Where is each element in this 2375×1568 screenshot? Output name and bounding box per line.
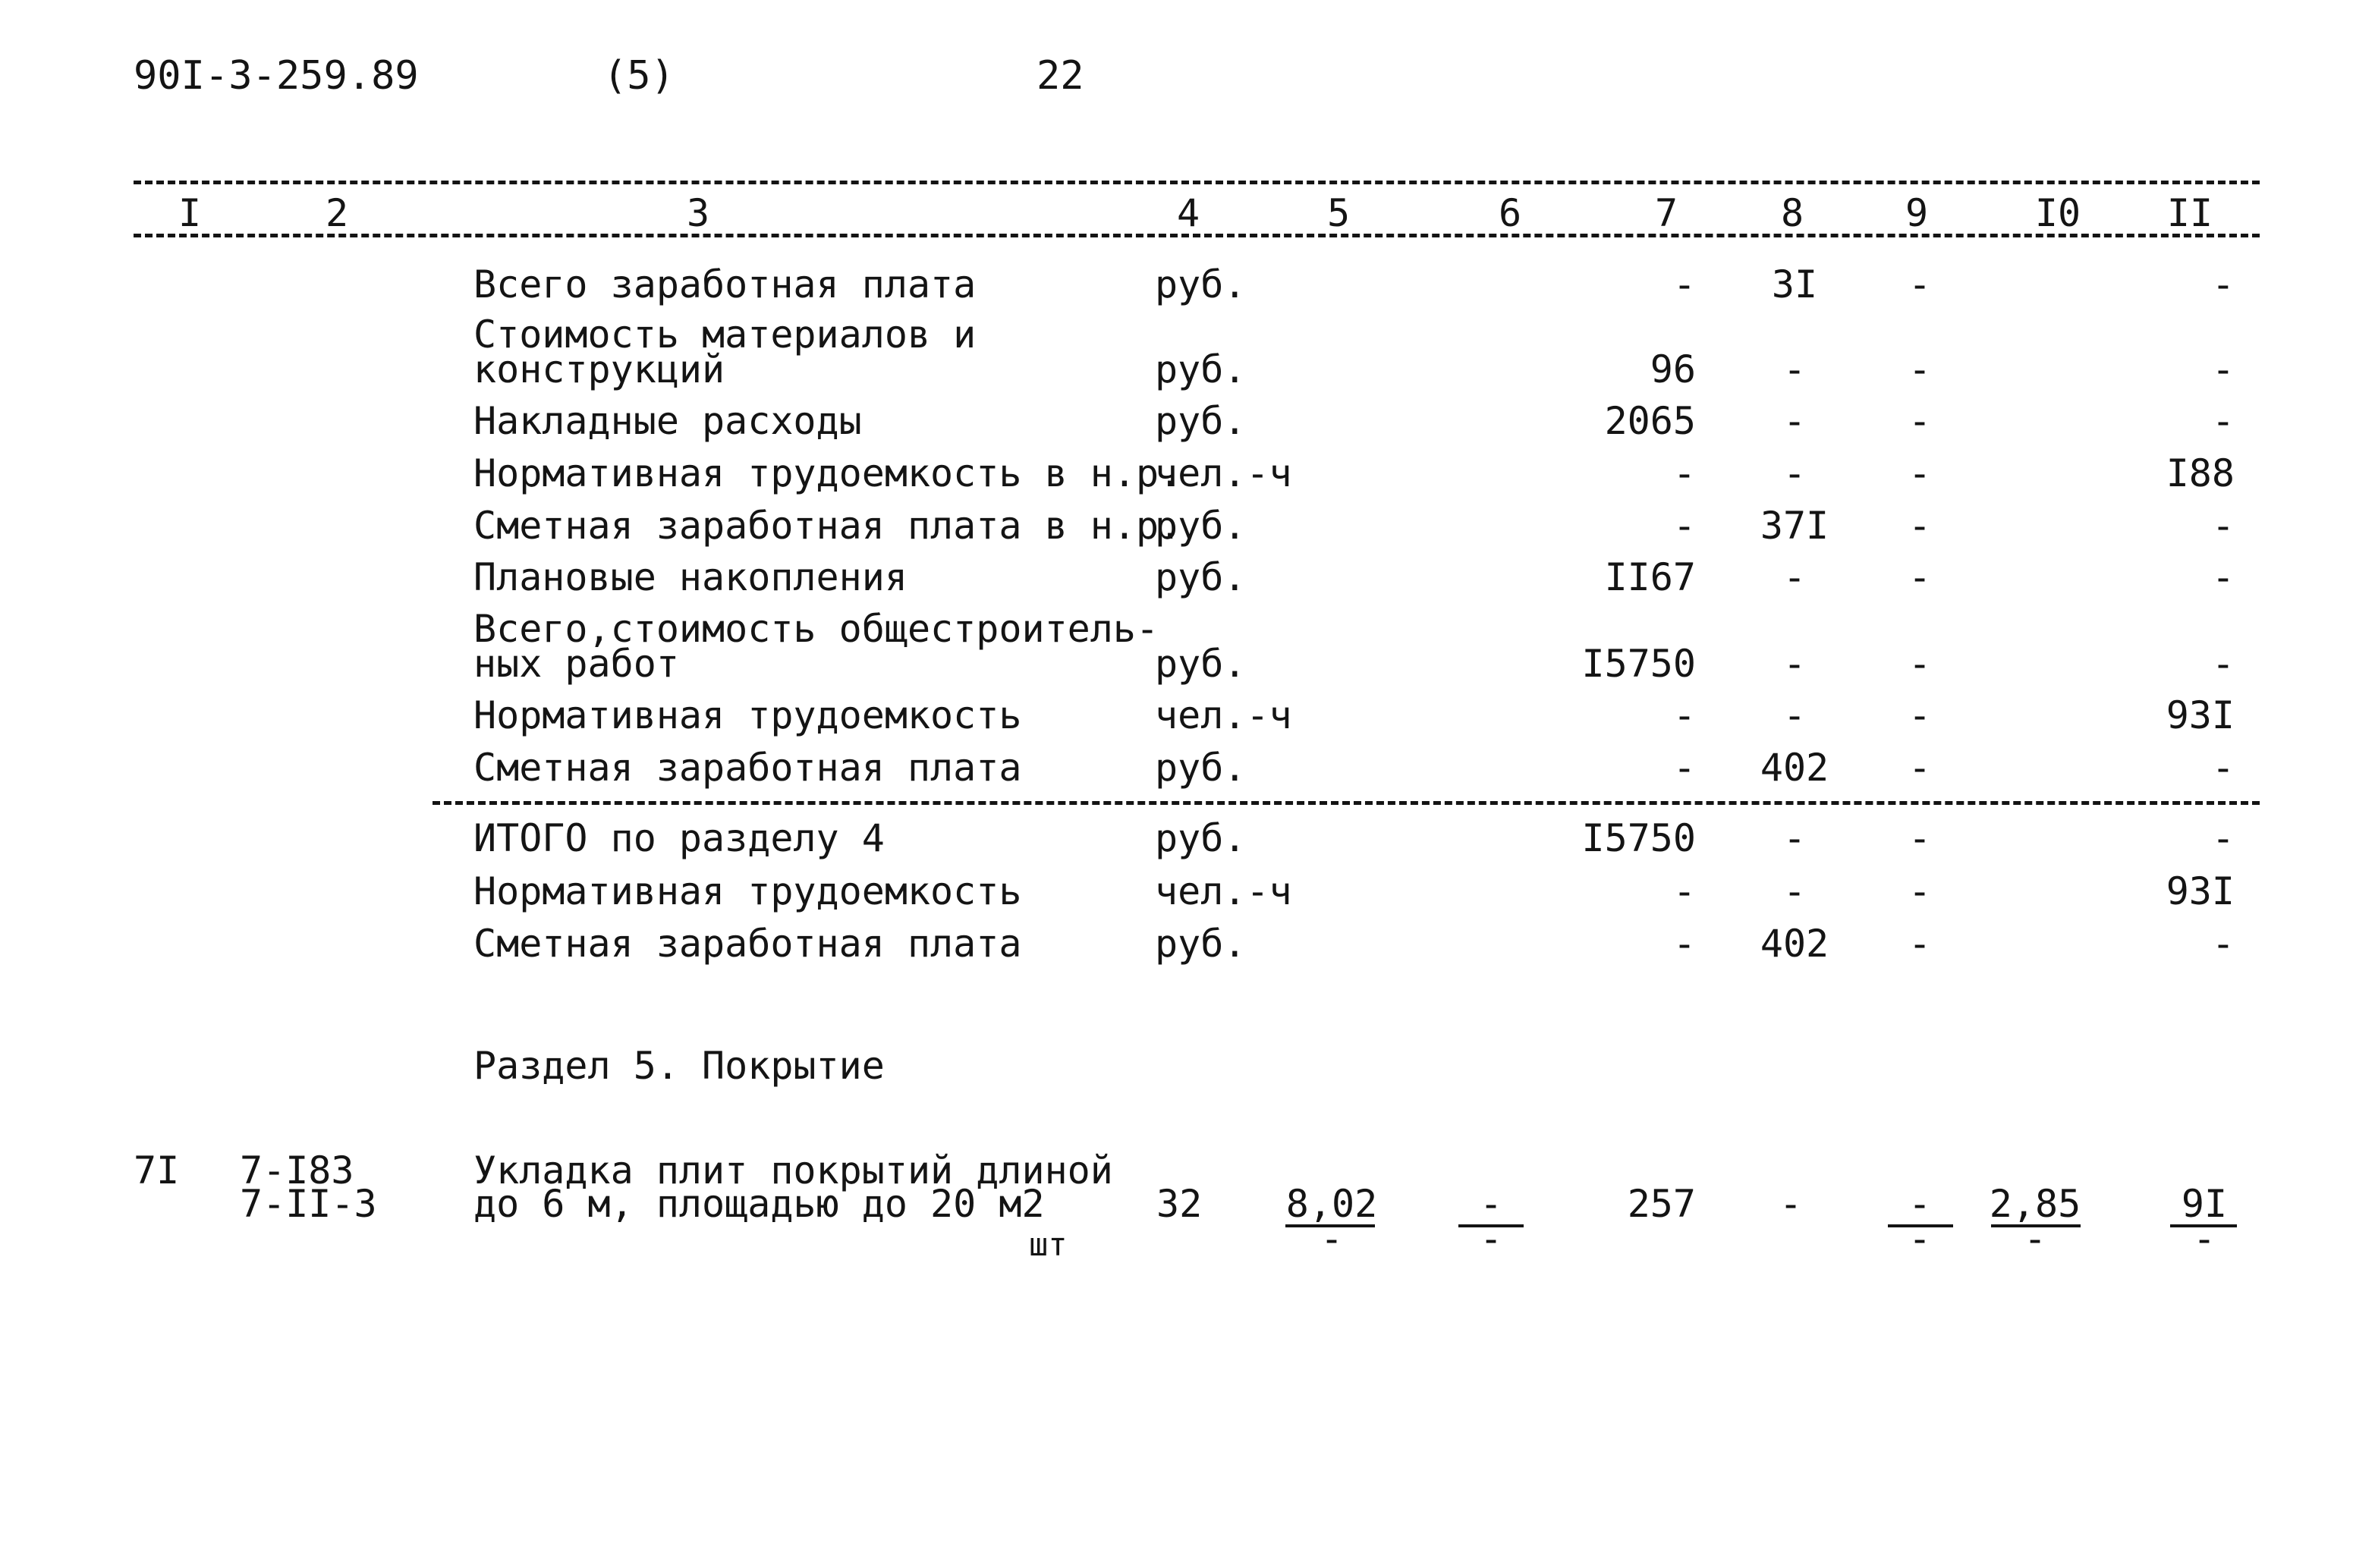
item-code-secondary: 7-II-3 <box>240 1182 377 1226</box>
item-code: 7-I83 <box>240 1149 354 1192</box>
total-label: Сметная заработная плата <box>473 922 1022 966</box>
total-col7: - <box>1672 869 1696 913</box>
row-col8: - <box>1782 555 1807 599</box>
row-col7: - <box>1672 451 1696 495</box>
item-quantity: 32 <box>1156 1182 1203 1226</box>
total-col7: - <box>1672 922 1696 966</box>
row-col9: - <box>1908 504 1932 548</box>
row-col8: - <box>1782 642 1807 686</box>
item-col5-top: 8,02 <box>1285 1182 1378 1226</box>
col-header-1: I <box>178 191 202 235</box>
row-label: Накладные расходы <box>473 399 862 443</box>
header-bottom-rule <box>134 234 2260 237</box>
col-header-10: I0 <box>2034 191 2081 235</box>
row-col8: - <box>1782 347 1807 391</box>
total-unit: чел.-ч <box>1155 869 1292 913</box>
row-col9: - <box>1908 693 1932 737</box>
row-col9: - <box>1908 399 1932 443</box>
row-label: Всего,стоимость общестроитель- <box>473 607 1159 651</box>
col-header-2: 2 <box>325 191 349 235</box>
row-col11: - <box>2211 262 2235 306</box>
col-header-6: 6 <box>1498 191 1522 235</box>
total-col8: - <box>1782 816 1807 860</box>
total-col9: - <box>1908 922 1932 966</box>
row-unit: руб. <box>1155 399 1247 443</box>
row-col7: II67 <box>1604 555 1696 599</box>
item-unit-label: шт <box>1029 1226 1068 1263</box>
col-header-3: 3 <box>686 191 710 235</box>
item-description-cont: до 6 м, площадью до 20 м2 <box>473 1182 1045 1226</box>
row-col11: - <box>2211 642 2235 686</box>
row-label: Плановые накопления <box>473 555 908 599</box>
total-label: Нормативная трудоемкость <box>473 869 1022 913</box>
row-unit: чел.-ч <box>1155 451 1292 495</box>
row-col9: - <box>1908 347 1932 391</box>
total-col11: 93I <box>2166 869 2235 913</box>
row-col11: - <box>2211 746 2235 790</box>
col-header-5: 5 <box>1326 191 1351 235</box>
row-unit: чел.-ч <box>1155 693 1292 737</box>
row-col7: - <box>1672 504 1696 548</box>
row-label-cont: конструкций <box>473 347 725 391</box>
total-col8: 402 <box>1760 922 1829 966</box>
row-col11: - <box>2211 399 2235 443</box>
total-col11: - <box>2211 922 2235 966</box>
item-col11-top: 9I <box>2181 1182 2228 1226</box>
col-header-7: 7 <box>1654 191 1678 235</box>
row-col7: - <box>1672 693 1696 737</box>
row-label-cont: ных работ <box>473 642 679 686</box>
row-unit: руб. <box>1155 555 1247 599</box>
row-col7: 96 <box>1650 347 1696 391</box>
total-unit: руб. <box>1155 922 1247 966</box>
row-col8: - <box>1782 399 1807 443</box>
totals-separator <box>433 801 2260 805</box>
item-col9-top: - <box>1908 1182 1932 1226</box>
row-col7: - <box>1672 746 1696 790</box>
item-col6-top: - <box>1479 1182 1503 1226</box>
total-label: ИТОГО по разделу 4 <box>473 816 885 860</box>
row-col9: - <box>1908 451 1932 495</box>
row-col9: - <box>1908 746 1932 790</box>
total-col11: - <box>2211 816 2235 860</box>
row-unit: руб. <box>1155 347 1247 391</box>
row-col8: 3I <box>1771 262 1818 306</box>
row-col11: 93I <box>2166 693 2235 737</box>
header-top-rule <box>134 181 2260 184</box>
row-col8: - <box>1782 693 1807 737</box>
col-header-8: 8 <box>1780 191 1804 235</box>
row-unit: руб. <box>1155 504 1247 548</box>
item-col10-top: 2,85 <box>1989 1182 2081 1226</box>
row-col8: - <box>1782 451 1807 495</box>
row-label: Нормативная трудоемкость <box>473 693 1022 737</box>
item-col10-bottom: - <box>2023 1217 2047 1261</box>
total-col7: I5750 <box>1581 816 1696 860</box>
page-number: 22 <box>1037 53 1084 99</box>
item-col6-bottom: - <box>1479 1217 1503 1261</box>
row-label: Сметная заработная плата <box>473 746 1022 790</box>
row-label: Стоимость материалов и <box>473 313 977 357</box>
sheet-number: (5) <box>603 53 675 99</box>
col-header-9: 9 <box>1905 191 1929 235</box>
row-col11: - <box>2211 555 2235 599</box>
row-label: Всего заработная плата <box>473 262 977 306</box>
col-header-11: II <box>2166 191 2213 235</box>
row-col7: - <box>1672 262 1696 306</box>
section-title: Раздел 5. Покрытие <box>473 1044 885 1088</box>
item-col7: 257 <box>1627 1182 1696 1226</box>
item-col8: - <box>1779 1182 1803 1226</box>
row-col8: 402 <box>1760 746 1829 790</box>
row-col11: - <box>2211 347 2235 391</box>
row-col9: - <box>1908 555 1932 599</box>
total-unit: руб. <box>1155 816 1247 860</box>
row-unit: руб. <box>1155 642 1247 686</box>
row-col9: - <box>1908 642 1932 686</box>
total-col8: - <box>1782 869 1807 913</box>
row-col7: I5750 <box>1581 642 1696 686</box>
row-col11: - <box>2211 504 2235 548</box>
item-col5-bottom: - <box>1320 1217 1344 1261</box>
item-number: 7I <box>134 1149 180 1192</box>
document-code: 90I-3-259.89 <box>134 53 419 99</box>
row-col7: 2065 <box>1604 399 1696 443</box>
col-header-4: 4 <box>1176 191 1200 235</box>
row-col8: 37I <box>1760 504 1829 548</box>
item-col9-bottom: - <box>1908 1217 1932 1261</box>
row-unit: руб. <box>1155 262 1247 306</box>
total-col9: - <box>1908 869 1932 913</box>
item-description: Укладка плит покрытий длиной <box>473 1149 1113 1192</box>
total-col9: - <box>1908 816 1932 860</box>
row-unit: руб. <box>1155 746 1247 790</box>
item-col11-bottom: - <box>2192 1217 2216 1261</box>
row-col9: - <box>1908 262 1932 306</box>
row-col11: I88 <box>2166 451 2235 495</box>
row-label: Нормативная трудоемкость в н.р. <box>473 451 1182 495</box>
row-label: Сметная заработная плата в н.р. <box>473 504 1182 548</box>
